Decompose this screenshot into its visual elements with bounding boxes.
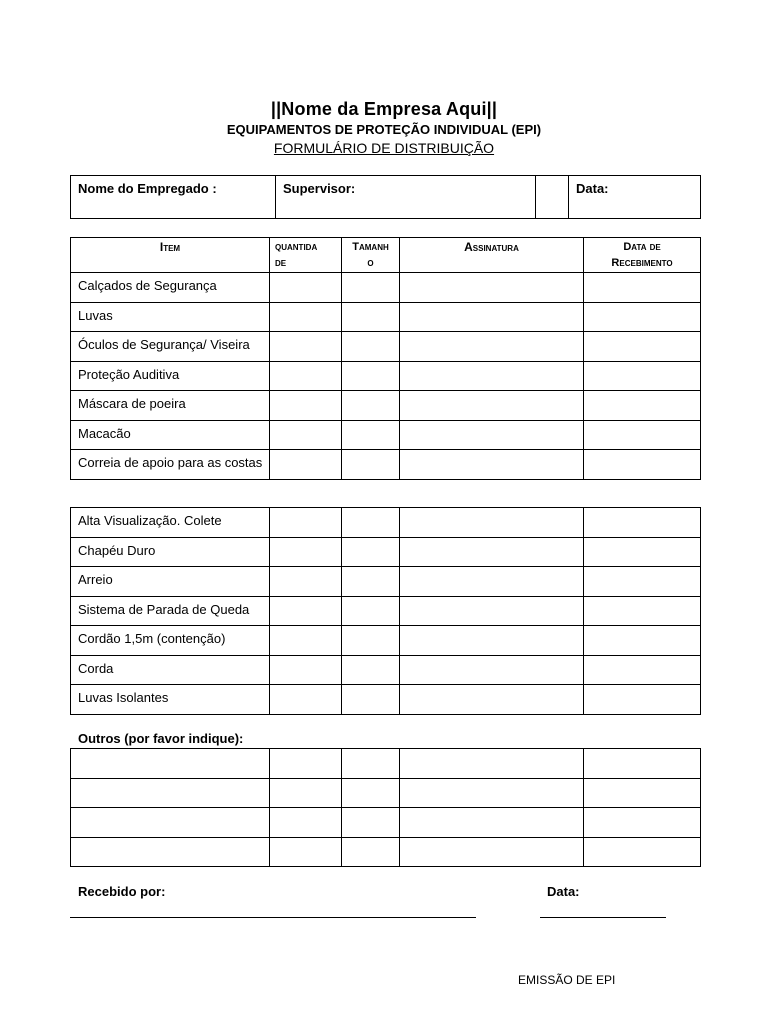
size-cell[interactable]	[342, 450, 400, 480]
item-cell[interactable]	[71, 537, 270, 567]
column-header-signature: Assinatura	[400, 238, 584, 273]
received-date-cell[interactable]	[584, 567, 701, 597]
table-row	[71, 655, 701, 685]
table-row	[71, 361, 701, 391]
company-name: ||Nome da Empresa Aqui||	[270, 99, 498, 119]
size-cell[interactable]	[342, 273, 400, 303]
item-label: Cordão 1,5m (contenção)	[78, 631, 226, 646]
table-row	[71, 685, 701, 715]
size-cell[interactable]	[342, 420, 400, 450]
signature-cell[interactable]	[400, 837, 584, 867]
signature-cell[interactable]	[400, 332, 584, 362]
size-cell[interactable]	[342, 537, 400, 567]
table-row	[71, 778, 701, 808]
received-date-cell[interactable]	[584, 537, 701, 567]
item-cell[interactable]	[71, 626, 270, 656]
quantity-cell[interactable]	[270, 302, 342, 332]
signature-cell[interactable]	[400, 596, 584, 626]
quantity-cell[interactable]	[270, 508, 342, 538]
signature-cell[interactable]	[400, 808, 584, 838]
size-cell[interactable]	[342, 626, 400, 656]
item-label: Máscara de poeira	[78, 396, 186, 411]
column-header-size: Tamanh o	[342, 238, 400, 273]
quantity-cell[interactable]	[270, 332, 342, 362]
item-label: Sistema de Parada de Queda	[78, 601, 250, 617]
quantity-cell[interactable]	[270, 273, 342, 303]
received-date-cell[interactable]	[584, 450, 701, 480]
size-cell[interactable]	[342, 596, 400, 626]
table-row	[71, 332, 701, 362]
column-header-quantity: quantida de	[270, 238, 342, 273]
received-date-cell[interactable]	[584, 749, 701, 779]
form-subtitle: EQUIPAMENTOS DE PROTEÇÃO INDIVIDUAL (EPI)	[226, 122, 542, 137]
received-date-cell[interactable]	[584, 596, 701, 626]
signature-cell[interactable]	[400, 420, 584, 450]
signature-cell[interactable]	[400, 391, 584, 421]
table-row	[71, 837, 701, 867]
received-date-cell[interactable]	[584, 778, 701, 808]
table-row	[71, 273, 701, 303]
signature-cell[interactable]	[400, 567, 584, 597]
received-date-cell[interactable]	[584, 302, 701, 332]
table-row	[71, 302, 701, 332]
quantity-cell[interactable]	[270, 655, 342, 685]
table-row	[71, 596, 701, 626]
item-label: Proteção Auditiva	[78, 366, 180, 382]
item-label: Macacão	[78, 425, 131, 441]
item-label: Alta Visualização. Colete	[78, 513, 222, 528]
item-cell[interactable]	[71, 391, 270, 421]
signoff-date-line[interactable]	[540, 917, 666, 918]
size-cell[interactable]	[342, 391, 400, 421]
signature-cell[interactable]	[400, 626, 584, 656]
employee-name-field[interactable]	[71, 176, 276, 219]
form-name: FORMULÁRIO DE DISTRIBUIÇÃO	[273, 140, 495, 156]
signature-cell[interactable]	[400, 361, 584, 391]
epi-items-table-2	[70, 507, 701, 715]
quantity-cell[interactable]	[270, 685, 342, 715]
signature-cell[interactable]	[400, 450, 584, 480]
table-row	[71, 567, 701, 597]
quantity-cell[interactable]	[270, 808, 342, 838]
size-cell[interactable]	[342, 778, 400, 808]
signature-cell[interactable]	[400, 537, 584, 567]
column-header-item: Item	[71, 238, 270, 273]
received-date-cell[interactable]	[584, 391, 701, 421]
employee-name-label: Nome do Empregado :	[78, 181, 217, 196]
signoff-date-label: Data:	[547, 884, 580, 899]
supervisor-field[interactable]	[276, 176, 536, 219]
item-cell[interactable]	[71, 450, 270, 480]
item-label: Luvas Isolantes	[78, 690, 169, 705]
item-cell[interactable]	[71, 420, 270, 450]
received-by-label: Recebido por:	[78, 884, 166, 899]
others-table	[70, 748, 701, 867]
received-by-signature-line[interactable]	[70, 917, 476, 918]
table-row	[71, 391, 701, 421]
received-date-cell[interactable]	[584, 685, 701, 715]
table-row	[71, 537, 701, 567]
quantity-cell[interactable]	[270, 778, 342, 808]
date-field[interactable]	[569, 176, 701, 219]
date-label: Data:	[576, 181, 609, 196]
item-label: Óculos de Segurança/ Viseira	[78, 337, 250, 352]
size-cell[interactable]	[342, 567, 400, 597]
item-cell[interactable]	[71, 808, 270, 838]
received-date-cell[interactable]	[584, 837, 701, 867]
quantity-cell[interactable]	[270, 391, 342, 421]
signature-cell[interactable]	[400, 685, 584, 715]
received-date-cell[interactable]	[584, 332, 701, 362]
table-row	[71, 626, 701, 656]
quantity-cell[interactable]	[270, 361, 342, 391]
item-cell[interactable]	[71, 685, 270, 715]
quantity-cell[interactable]	[270, 450, 342, 480]
quantity-cell[interactable]	[270, 537, 342, 567]
item-cell[interactable]	[71, 749, 270, 779]
item-label: Chapéu Duro	[78, 542, 156, 558]
received-date-cell[interactable]	[584, 508, 701, 538]
item-cell[interactable]	[71, 778, 270, 808]
table-row	[71, 808, 701, 838]
supervisor-label: Supervisor:	[283, 181, 356, 196]
item-cell[interactable]	[71, 302, 270, 332]
received-date-cell[interactable]	[584, 420, 701, 450]
signature-cell[interactable]	[400, 273, 584, 303]
received-date-cell[interactable]	[584, 361, 701, 391]
quantity-cell[interactable]	[270, 837, 342, 867]
received-date-cell[interactable]	[584, 626, 701, 656]
quantity-cell[interactable]	[270, 420, 342, 450]
received-date-cell[interactable]	[584, 655, 701, 685]
item-cell[interactable]	[71, 655, 270, 685]
signature-cell[interactable]	[400, 749, 584, 779]
item-cell[interactable]	[71, 567, 270, 597]
size-cell[interactable]	[342, 808, 400, 838]
column-header-received-date: Data de Recebimento	[584, 238, 701, 273]
blank-field[interactable]	[536, 176, 569, 219]
received-date-cell[interactable]	[584, 273, 701, 303]
size-cell[interactable]	[342, 749, 400, 779]
size-cell[interactable]	[342, 361, 400, 391]
size-cell[interactable]	[342, 302, 400, 332]
item-label: Calçados de Segurança	[78, 278, 217, 293]
item-cell[interactable]	[71, 508, 270, 538]
signature-cell[interactable]	[400, 655, 584, 685]
item-label: Correia de apoio para as costas	[78, 455, 263, 470]
item-cell[interactable]	[71, 837, 270, 867]
size-cell[interactable]	[342, 837, 400, 867]
quantity-cell[interactable]	[270, 626, 342, 656]
employee-info-table	[70, 175, 701, 219]
item-cell[interactable]	[71, 596, 270, 626]
size-cell[interactable]	[342, 655, 400, 685]
item-cell[interactable]	[71, 332, 270, 362]
table-row	[71, 420, 701, 450]
received-date-cell[interactable]	[584, 808, 701, 838]
epi-items-table	[70, 237, 701, 480]
quantity-cell[interactable]	[270, 567, 342, 597]
item-label: Luvas	[78, 307, 113, 323]
table-row	[71, 508, 701, 538]
signature-cell[interactable]	[400, 302, 584, 332]
item-cell[interactable]	[71, 361, 270, 391]
quantity-cell[interactable]	[270, 749, 342, 779]
table-row	[71, 450, 701, 480]
item-label: Arreio	[78, 572, 113, 587]
table-header-row	[71, 238, 701, 273]
table-row	[71, 749, 701, 779]
size-cell[interactable]	[342, 508, 400, 538]
size-cell[interactable]	[342, 685, 400, 715]
item-label: Corda	[78, 660, 114, 676]
footer-text: EMISSÃO DE EPI	[518, 973, 616, 987]
item-cell[interactable]	[71, 273, 270, 303]
size-cell[interactable]	[342, 332, 400, 362]
signature-cell[interactable]	[400, 508, 584, 538]
signature-cell[interactable]	[400, 778, 584, 808]
others-label: Outros (por favor indique):	[78, 731, 244, 746]
quantity-cell[interactable]	[270, 596, 342, 626]
